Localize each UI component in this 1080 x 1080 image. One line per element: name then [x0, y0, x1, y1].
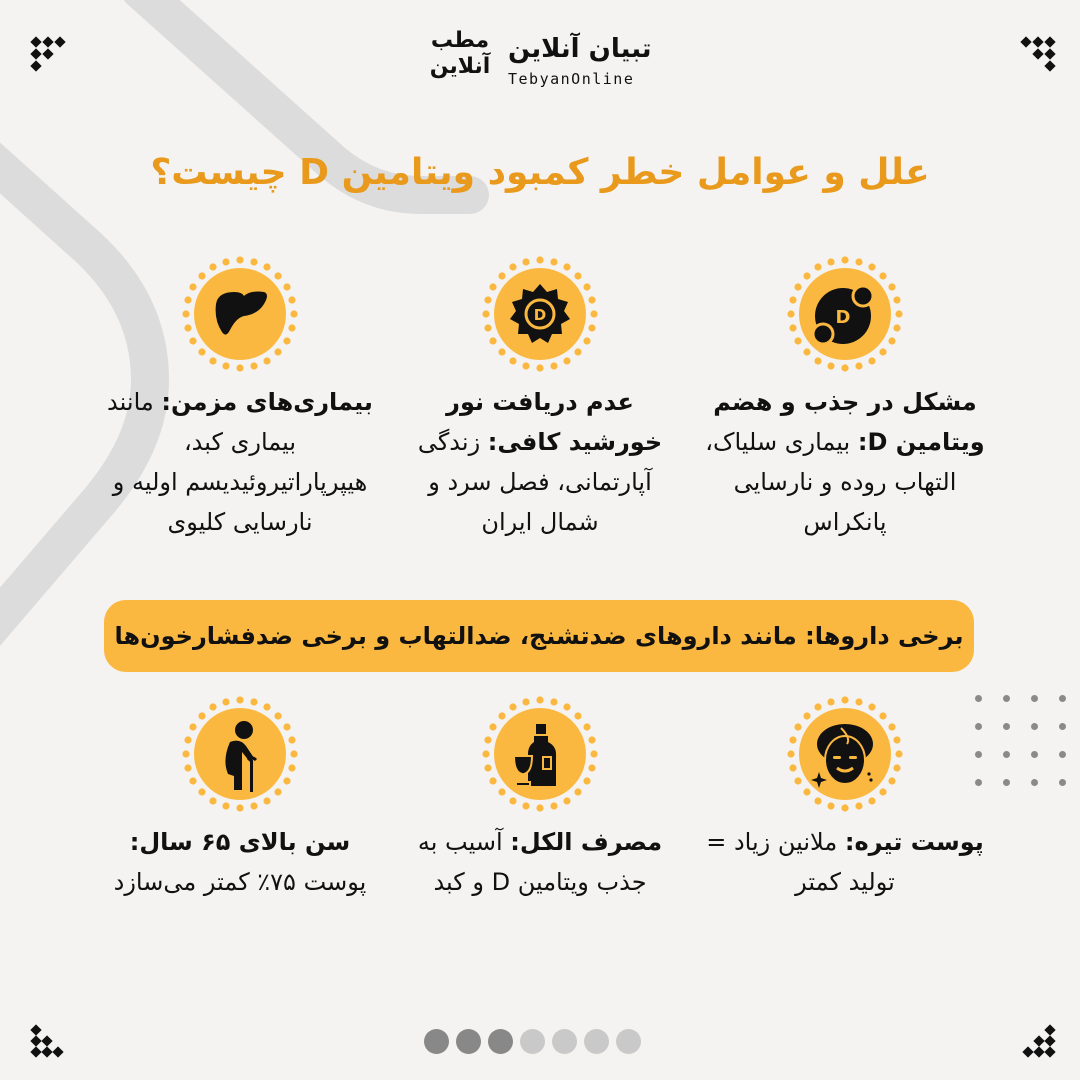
cause-body: پوست ۷۵٪ کمتر می‌سازد — [113, 868, 367, 896]
medications-banner: برخی داروها: مانند داروهای ضدتشنج، ضدالتهاب و برخی ضدفشارخون‌ها — [104, 600, 974, 672]
elderly-person-cane-icon — [180, 694, 300, 814]
svg-text:D: D — [835, 307, 851, 328]
corner-diamond-pattern-top-right — [1016, 32, 1056, 72]
page-dot-7[interactable] — [616, 1029, 641, 1054]
tebyan-logo-fa: تبیان آنلاین — [508, 34, 652, 64]
matab-online-logo — [420, 28, 500, 80]
cause-title: بیماری‌های مزمن: — [161, 388, 373, 416]
cause-dark-skin — [705, 694, 985, 902]
dot-grid-decoration — [975, 695, 1075, 795]
tebyan-logo-en: TebyanOnline — [508, 70, 635, 88]
cause-title: سن بالای ۶۵ سال: — [129, 828, 351, 856]
page-dot-6[interactable] — [584, 1029, 609, 1054]
corner-diamond-pattern-bottom-right — [1018, 1022, 1058, 1062]
cause-title: عدم دریافت نور خورشید کافی: — [446, 388, 663, 456]
cause-age-over-65 — [100, 694, 380, 902]
cause-body: آسیب به جذب ویتامین D و کبد — [417, 828, 647, 896]
cause-body: بیماری سلیاک، التهاب روده و نارسایی پانکراس — [705, 428, 957, 536]
cause-title: مصرف الکل: — [510, 828, 663, 856]
page-dot-5[interactable] — [552, 1029, 577, 1054]
page-dot-1[interactable] — [424, 1029, 449, 1054]
cause-title: پوست تیره: — [844, 828, 984, 856]
liver-icon — [180, 254, 300, 374]
carousel-pagination — [424, 1029, 641, 1054]
cause-body: زندگی آپارتمانی، فصل سرد و شمال ایران — [417, 428, 652, 536]
cause-insufficient-sunlight — [400, 254, 680, 542]
vitamin-d-sun-badge-icon — [480, 254, 600, 374]
cause-title: مشکل در جذب و هضم ویتامین D: — [713, 388, 985, 456]
alcohol-bottle-glass-icon — [480, 694, 600, 814]
page-dot-2[interactable] — [456, 1029, 481, 1054]
brand-logos — [420, 28, 670, 98]
page-dot-4[interactable] — [520, 1029, 545, 1054]
matab-logo-line2: آنلاین — [429, 54, 491, 79]
page-dot-3[interactable] — [488, 1029, 513, 1054]
corner-diamond-pattern-top-left — [30, 32, 70, 72]
page-title: علل و عوامل خطر کمبود ویتامین D چیست؟ — [150, 152, 930, 193]
matab-logo-line1: مطب — [430, 28, 490, 53]
cause-body: ملانین زیاد = تولید کمتر — [706, 828, 895, 896]
corner-diamond-pattern-bottom-left — [30, 1022, 70, 1062]
face-mask-skin-icon — [785, 694, 905, 814]
cause-alcohol — [400, 694, 680, 902]
vitamin-d-molecule-icon — [785, 254, 905, 374]
cause-absorption-problem — [705, 254, 985, 542]
cause-chronic-diseases — [100, 254, 380, 542]
svg-text:D: D — [533, 306, 547, 324]
cause-body: مانند بیماری کبد، هیپرپاراتیروئیدیسم اولیه و نارسایی کلیوی — [107, 388, 368, 536]
